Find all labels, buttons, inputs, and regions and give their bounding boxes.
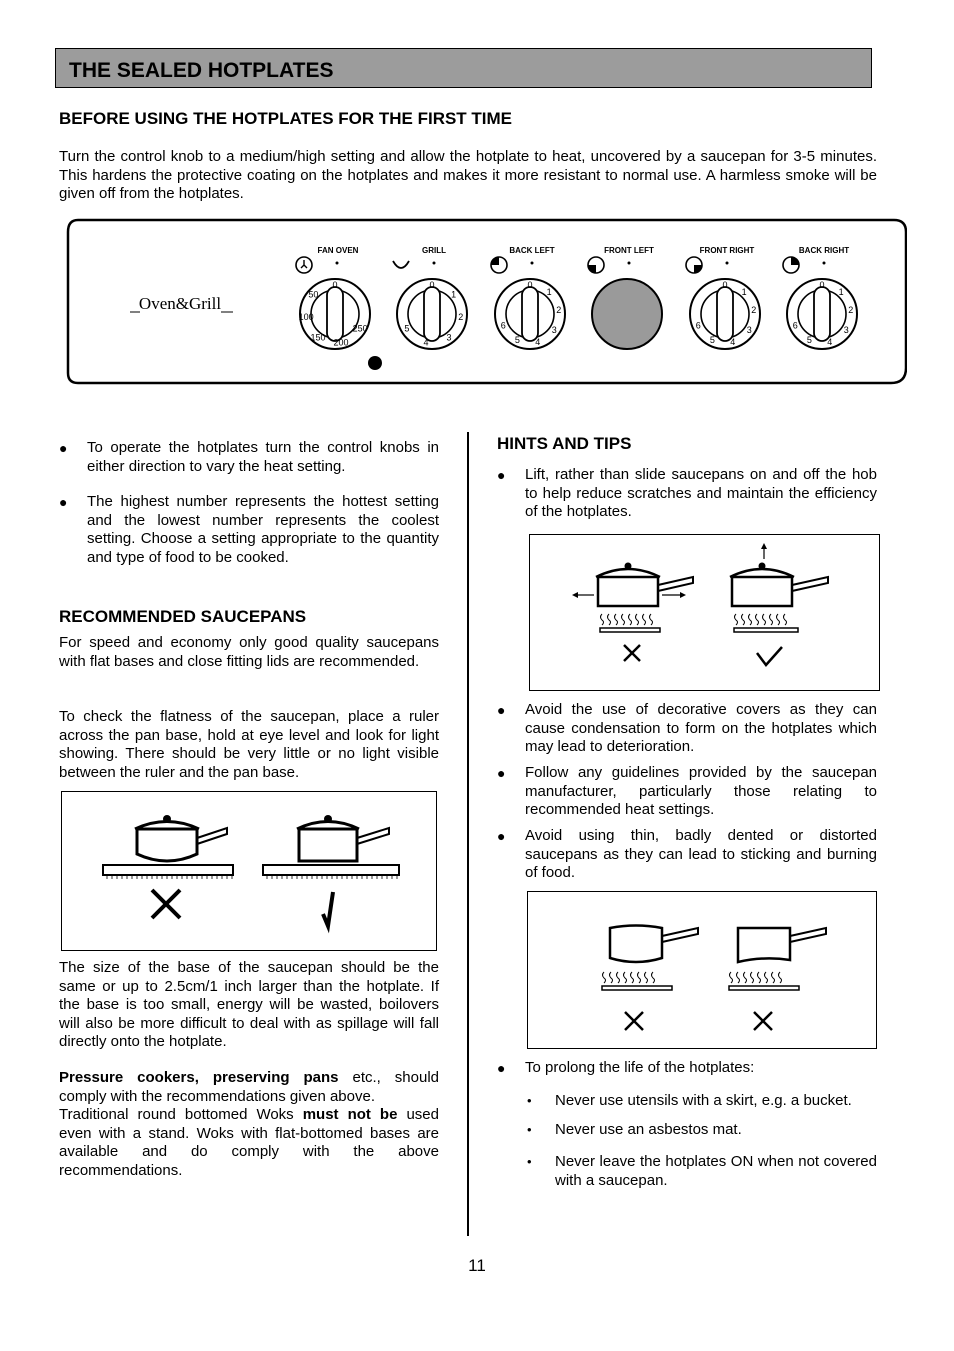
knob-number: 200: [333, 337, 349, 348]
sliding-pan-illustration: [572, 563, 693, 633]
knob-number: 2: [848, 305, 854, 316]
knob-label: GRILL: [422, 246, 446, 255]
bullet-prolong-life: ● To prolong the life of the hotplates:: [497, 1059, 755, 1076]
first-time-heading: BEFORE USING THE HOTPLATES FOR THE FIRST TIME: [59, 109, 513, 128]
bullet-operate: ● To operate the hotplates turn the control knobs in either direction to vary the heat setting.: [59, 439, 439, 475]
control-panel-illustration: [66, 218, 907, 386]
knob-number: 150: [310, 332, 326, 343]
distorted-pan-illustration: [729, 928, 826, 990]
section-title-bar: [55, 48, 872, 88]
bullet-highest-number: ● The highest number represents the hottest setting and the lowest number represents the coolest setting. Choose a setting appropriate to the quantity and type of food to be cooked.: [59, 493, 439, 566]
knob-number: 4: [730, 337, 736, 347]
knob-number: 5: [404, 323, 410, 334]
correct-check-icon: [757, 647, 782, 665]
page-title: THE SEALED HOTPLATES: [69, 59, 334, 82]
knob-number: 4: [423, 337, 429, 348]
knob-number: 2: [556, 305, 562, 316]
knob-label: FRONT RIGHT: [699, 246, 755, 255]
bullet-decorative-covers: ● Avoid the use of decorative covers as they can cause condensation to form on the hotplates which may lead to deterioration.: [497, 701, 877, 756]
knob-label: BACK LEFT: [509, 246, 555, 255]
knob-number: 3: [551, 325, 557, 335]
knob-number: 6: [695, 320, 701, 331]
knob-number: 3: [746, 325, 752, 335]
knob-number: 50: [308, 289, 319, 300]
knob-number: 0: [722, 280, 728, 290]
knob-number: 6: [792, 320, 798, 331]
wrong-cross-icon: [624, 645, 640, 661]
knob-number: 5: [806, 335, 812, 346]
distorted-pans-figure: [527, 891, 877, 1049]
knob-number: 250: [352, 323, 368, 334]
sub-bullet-asbestos: • Never use an asbestos mat.: [527, 1121, 742, 1138]
knob-number: 0: [332, 280, 338, 290]
bullet-manufacturer-guidelines: ● Follow any guidelines provided by the saucepan manufacturer, particularly those relating to recommended heat settings.: [497, 764, 877, 819]
knob-number: 1: [546, 287, 552, 298]
pan-flat-base-illustration: [263, 815, 399, 875]
lifting-pan-illustration: [730, 543, 828, 632]
saucepans-p2: To check the flatness of the saucepan, place a ruler across the pan base, hold at eye level and look for light showing. There should be very little or no light visible between the ruler and the pan base.: [59, 708, 439, 781]
brand-logo: Oven&Grill: [138, 294, 222, 313]
knob-number: 2: [458, 312, 464, 322]
pan-curved-base-illustration: [103, 815, 233, 875]
flatness-check-figure: [61, 791, 437, 951]
first-time-text: Turn the control knob to a medium/high setting and allow the hotplate to heat, uncovered by a saucepan for 3-5 minutes. This hardens the protective coating on the hotplates and makes it more resistant to normal use. A harmless smoke will be given off from the hotplates.: [59, 148, 877, 203]
column-divider: [467, 432, 469, 1236]
page-number: 11: [468, 1256, 486, 1275]
saucepans-heading: RECOMMENDED SAUCEPANS: [59, 607, 307, 626]
bullet-avoid-thin-pans: ● Avoid using thin, badly dented or distorted saucepans as they can lead to sticking and burning of food.: [497, 827, 877, 882]
knob-label: FRONT LEFT: [604, 246, 654, 255]
knob-number: 1: [838, 287, 844, 298]
lift-vs-slide-figure: [529, 534, 880, 691]
knob-number: 4: [827, 337, 833, 347]
saucepans-p5: Traditional round bottomed Woks must not be used even with a stand. Woks with flat-bottomed bases are available and do comply with the above recommendations.: [59, 1106, 439, 1179]
knob-number: 2: [751, 305, 757, 316]
power-indicator-light: [368, 356, 382, 370]
saucepans-p3: The size of the base of the saucepan should be the same or up to 2.5cm/1 inch larger than the hotplate. If the base is too small, energy will be wasted, boilovers will also be more difficult to deal with as spillage will fall directly onto the hotplate.: [59, 959, 439, 1051]
hints-heading: HINTS AND TIPS: [497, 434, 632, 453]
sub-bullet-skirt: • Never use utensils with a skirt, e.g. a bucket.: [527, 1092, 852, 1109]
saucepans-p4: Pressure cookers, preserving pans etc., should comply with the recommendations given above.: [59, 1069, 439, 1105]
saucepans-p1: For speed and economy only good quality saucepans with flat bases and close fitting lids are recommended.: [59, 634, 439, 670]
knob-number: 0: [527, 280, 533, 290]
knob-number: 6: [500, 320, 506, 331]
knob-number: 3: [446, 332, 452, 343]
knob-label: FAN OVEN: [317, 246, 359, 255]
dented-pan-illustration: [602, 926, 698, 991]
correct-check-icon: [323, 892, 333, 926]
wrong-cross-icon: [152, 890, 180, 918]
knob-number: 5: [514, 335, 520, 346]
knob-number: 3: [843, 325, 849, 335]
knob-number: 5: [709, 335, 715, 346]
knob-number: 1: [741, 287, 747, 298]
knob-number: 100: [298, 312, 314, 322]
knob-label: BACK RIGHT: [798, 246, 850, 255]
knob-number: 1: [451, 289, 457, 300]
control-panel-svg: [66, 218, 907, 386]
bullet-lift-saucepans: ● Lift, rather than slide saucepans on and off the hob to help reduce scratches and maintain the efficiency of the hotplates.: [497, 466, 877, 521]
knob-number: 0: [819, 280, 825, 290]
knob-number: 0: [429, 280, 435, 290]
sub-bullet-leave-on: • Never leave the hotplates ON when not covered with a saucepan.: [527, 1153, 877, 1189]
wrong-cross-icon: [625, 1012, 643, 1030]
wrong-cross-icon: [754, 1012, 772, 1030]
knob-number: 4: [535, 337, 541, 347]
